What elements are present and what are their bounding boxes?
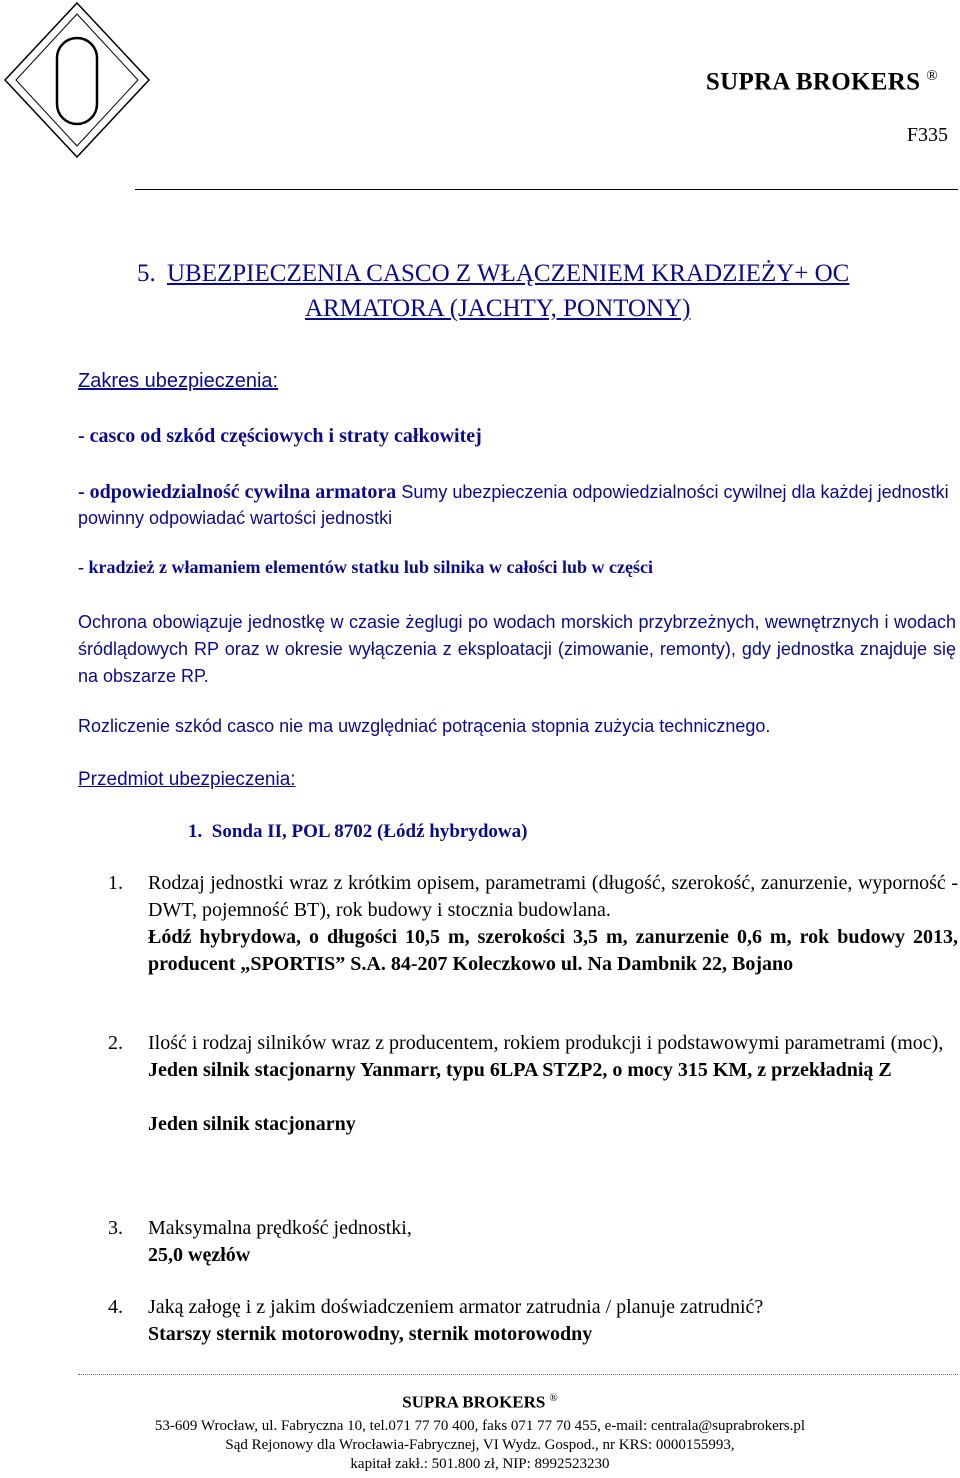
scope-item-theft: - kradzież z włamaniem elementów statku lub silnika w całości lub w części <box>78 557 653 577</box>
question-text: Maksymalna prędkość jednostki, <box>148 1217 412 1239</box>
question-4: 4. Jaką załogę i z jakim doświadczeniem armator zatrudnia / planuje zatrudnić? Starszy sternik motorowodny, sternik motorowodny <box>108 1294 958 1348</box>
question-answer: Łódź hybrydowa, o długości 10,5 m, szerokości 3,5 m, zanurzenie 0,6 m, rok budowy 2013, producent „SPORTIS” S.A. 84-207 Koleczkowo ul. Na Dambnik 22, Bojano <box>148 926 958 975</box>
scope-item-liability: - odpowiedzialność cywilna armatora Sumy ubezpieczenia odpowiedzialności cywilnej dla każdej jednostki powinny odpowiadać wartości jednostki <box>78 481 949 528</box>
footer-address: 53-609 Wrocław, ul. Fabryczna 10, tel.071 77 70 400, faks 071 77 70 455, e-mail: centrala@suprabrokers.pl <box>154 1418 806 1434</box>
company-logo <box>2 0 152 165</box>
coverage-paragraph: Ochrona obowiązuje jednostkę w czasie żeglugi po wodach morskich przybrzeżnych, wewnętrznych i wodach śródlądowych RP oraz w okresie wyłączenia z eksploatacji (zimowanie, remonty), gdy jednostka znajduje się na obszarze RP. <box>78 612 956 686</box>
settlement-paragraph: Rozliczenie szkód casco nie ma uwzględniać potrącenia stopnia zużycia technicznego. <box>78 716 771 736</box>
subject-heading: Przedmiot ubezpieczenia: <box>78 769 296 790</box>
question-text: Ilość i rodzaj silników wraz z producentem, rokiem produkcji i podstawowymi parametrami (moc), <box>148 1032 944 1054</box>
question-text: Rodzaj jednostki wraz z krótkim opisem, parametrami (długość, szerokość, zanurzenie, wyporność - DWT, pojemność BT), rok budowy i stocznia budowlana. <box>148 872 958 921</box>
question-1: 1. Rodzaj jednostki wraz z krótkim opisem, parametrami (długość, szerokość, zanurzenie, wyporność - DWT, pojemność BT), rok budowy i stocznia budowlana. Łódź hybrydowa, o długości 10,5 m, szerokości 3,5 m, zanurzenie 0,6 m, rok budowy 2013, producent „SPORTIS” S.A. 84-207 Koleczkowo ul. Na Dambnik 22, Bojano <box>108 870 958 978</box>
question-answer: 25,0 węzłów <box>148 1244 251 1266</box>
header-brand: SUPRA BROKERS ® <box>705 68 938 96</box>
question-answer: Jeden silnik stacjonarny Yanmarr, typu 6LPA STZP2, o mocy 315 KM, z przekładnią Z <box>148 1059 892 1081</box>
header-divider <box>135 189 958 190</box>
form-code: F335 <box>906 124 948 146</box>
footer-brand: SUPRA BROKERS ® <box>402 1392 558 1412</box>
section-title: 5. UBEZPIECZENIA CASCO Z WŁĄCZENIEM KRADZIEŻY+ OC ARMATORA (JACHTY, PONTONY) <box>137 260 850 322</box>
footer-court: Sąd Rejonowy dla Wrocławia-Fabrycznej, VI Wydz. Gospod., nr KRS: 0000155993, <box>225 1437 735 1453</box>
scope-heading: Zakres ubezpieczenia: <box>78 370 279 392</box>
question-3: 3. Maksymalna prędkość jednostki, 25,0 węzłów <box>108 1215 958 1269</box>
subject-item: 1. Sonda II, POL 8702 (Łódź hybrydowa) <box>188 821 528 842</box>
footer-capital: kapitał zakł.: 501.800 zł, NIP: 8992523230 <box>350 1456 610 1472</box>
question-2: 2. Ilość i rodzaj silników wraz z producentem, rokiem produkcji i podstawowymi parametrami (moc), Jeden silnik stacjonarny Yanmarr, typu 6LPA STZP2, o mocy 315 KM, z przekładnią Z Jeden silnik stacjonarny <box>108 1030 958 1138</box>
scope-item-casco: - casco od szkód częściowych i straty całkowitej <box>78 425 482 447</box>
question-answer: Starszy sternik motorowodny, sternik motorowodny <box>148 1323 593 1345</box>
footer-divider <box>78 1374 958 1375</box>
question-text: Jaką załogę i z jakim doświadczeniem armator zatrudnia / planuje zatrudnić? <box>148 1296 764 1318</box>
question-answer-extra: Jeden silnik stacjonarny <box>148 1113 356 1135</box>
